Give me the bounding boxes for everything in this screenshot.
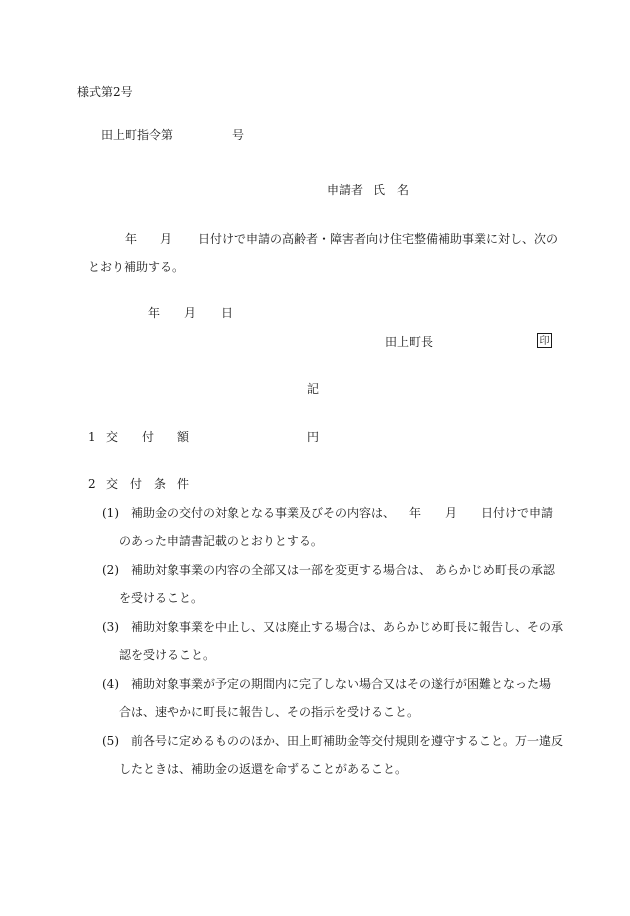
condition-3-line1: 補助対象事業を中止し、又は廃止する場合は、あらかじめ町長に報告し、その承 <box>131 620 564 634</box>
condition-2-line1: 補助対象事業の内容の全部又は一部を変更する場合は、 あらかじめ町長の承認 <box>131 563 555 577</box>
date-day: 日 <box>221 306 234 320</box>
condition-4-line2: 合は、速やかに町長に報告し、その指示を受けること。 <box>119 705 420 719</box>
condition-2-line2: を受けること。 <box>119 591 204 605</box>
condition-1-line2: のあった申請書記載のとおりとする。 <box>119 534 323 548</box>
condition-number: (5) <box>102 734 119 748</box>
form-number: 様式第2号 <box>77 85 133 99</box>
body-text-line1: 日付けで申請の高齢者・障害者向け住宅整備補助事業に対し、次の <box>198 232 559 246</box>
condition-4-line1: 補助対象事業が予定の期間内に完了しない場合又はその遂行が困難となった場 <box>131 677 552 691</box>
item1-unit: 円 <box>307 430 320 444</box>
condition-5-line2: したときは、補助金の返還を命ずることがあること。 <box>119 762 408 776</box>
condition-1-year: 年 <box>409 506 422 520</box>
item1-label-char: 交 <box>106 430 119 444</box>
condition-1-text-pre: 補助金の交付の対象となる事業及びその内容は、 <box>131 506 396 520</box>
condition-number: (4) <box>102 677 119 691</box>
date-year: 年 <box>148 306 161 320</box>
directive-number-suffix: 号 <box>232 128 245 142</box>
applicant-name-label: 氏 名 <box>373 183 410 197</box>
body-year: 年 <box>125 232 138 246</box>
item2-label-char: 件 <box>177 477 190 491</box>
item2-label-char: 付 <box>130 477 143 491</box>
condition-number: (2) <box>102 563 119 577</box>
heading-ki: 記 <box>307 382 320 396</box>
item2-label-char: 条 <box>154 477 167 491</box>
item2-label-char: 交 <box>106 477 119 491</box>
item1-number: 1 <box>88 430 96 444</box>
date-month: 月 <box>184 306 197 320</box>
condition-1-text-post: 日付けで申請 <box>481 506 554 520</box>
condition-number: (1) <box>102 506 119 520</box>
item1-label-char: 額 <box>177 430 190 444</box>
condition-1-month: 月 <box>445 506 458 520</box>
item2-number: 2 <box>88 477 96 491</box>
condition-3-line2: 認を受けること。 <box>119 648 216 662</box>
official-seal: 印 <box>537 333 552 348</box>
body-text-line2: とおり補助する。 <box>88 260 185 274</box>
body-month: 月 <box>160 232 173 246</box>
condition-number: (3) <box>102 620 119 634</box>
item1-label-char: 付 <box>142 430 155 444</box>
directive-number-prefix: 田上町指令第 <box>101 128 174 142</box>
applicant-label: 申請者 <box>327 183 364 197</box>
condition-5-line1: 前各号に定めるもののほか、田上町補助金等交付規則を遵守すること。万一違反 <box>131 734 564 748</box>
issuer-title: 田上町長 <box>385 335 434 349</box>
